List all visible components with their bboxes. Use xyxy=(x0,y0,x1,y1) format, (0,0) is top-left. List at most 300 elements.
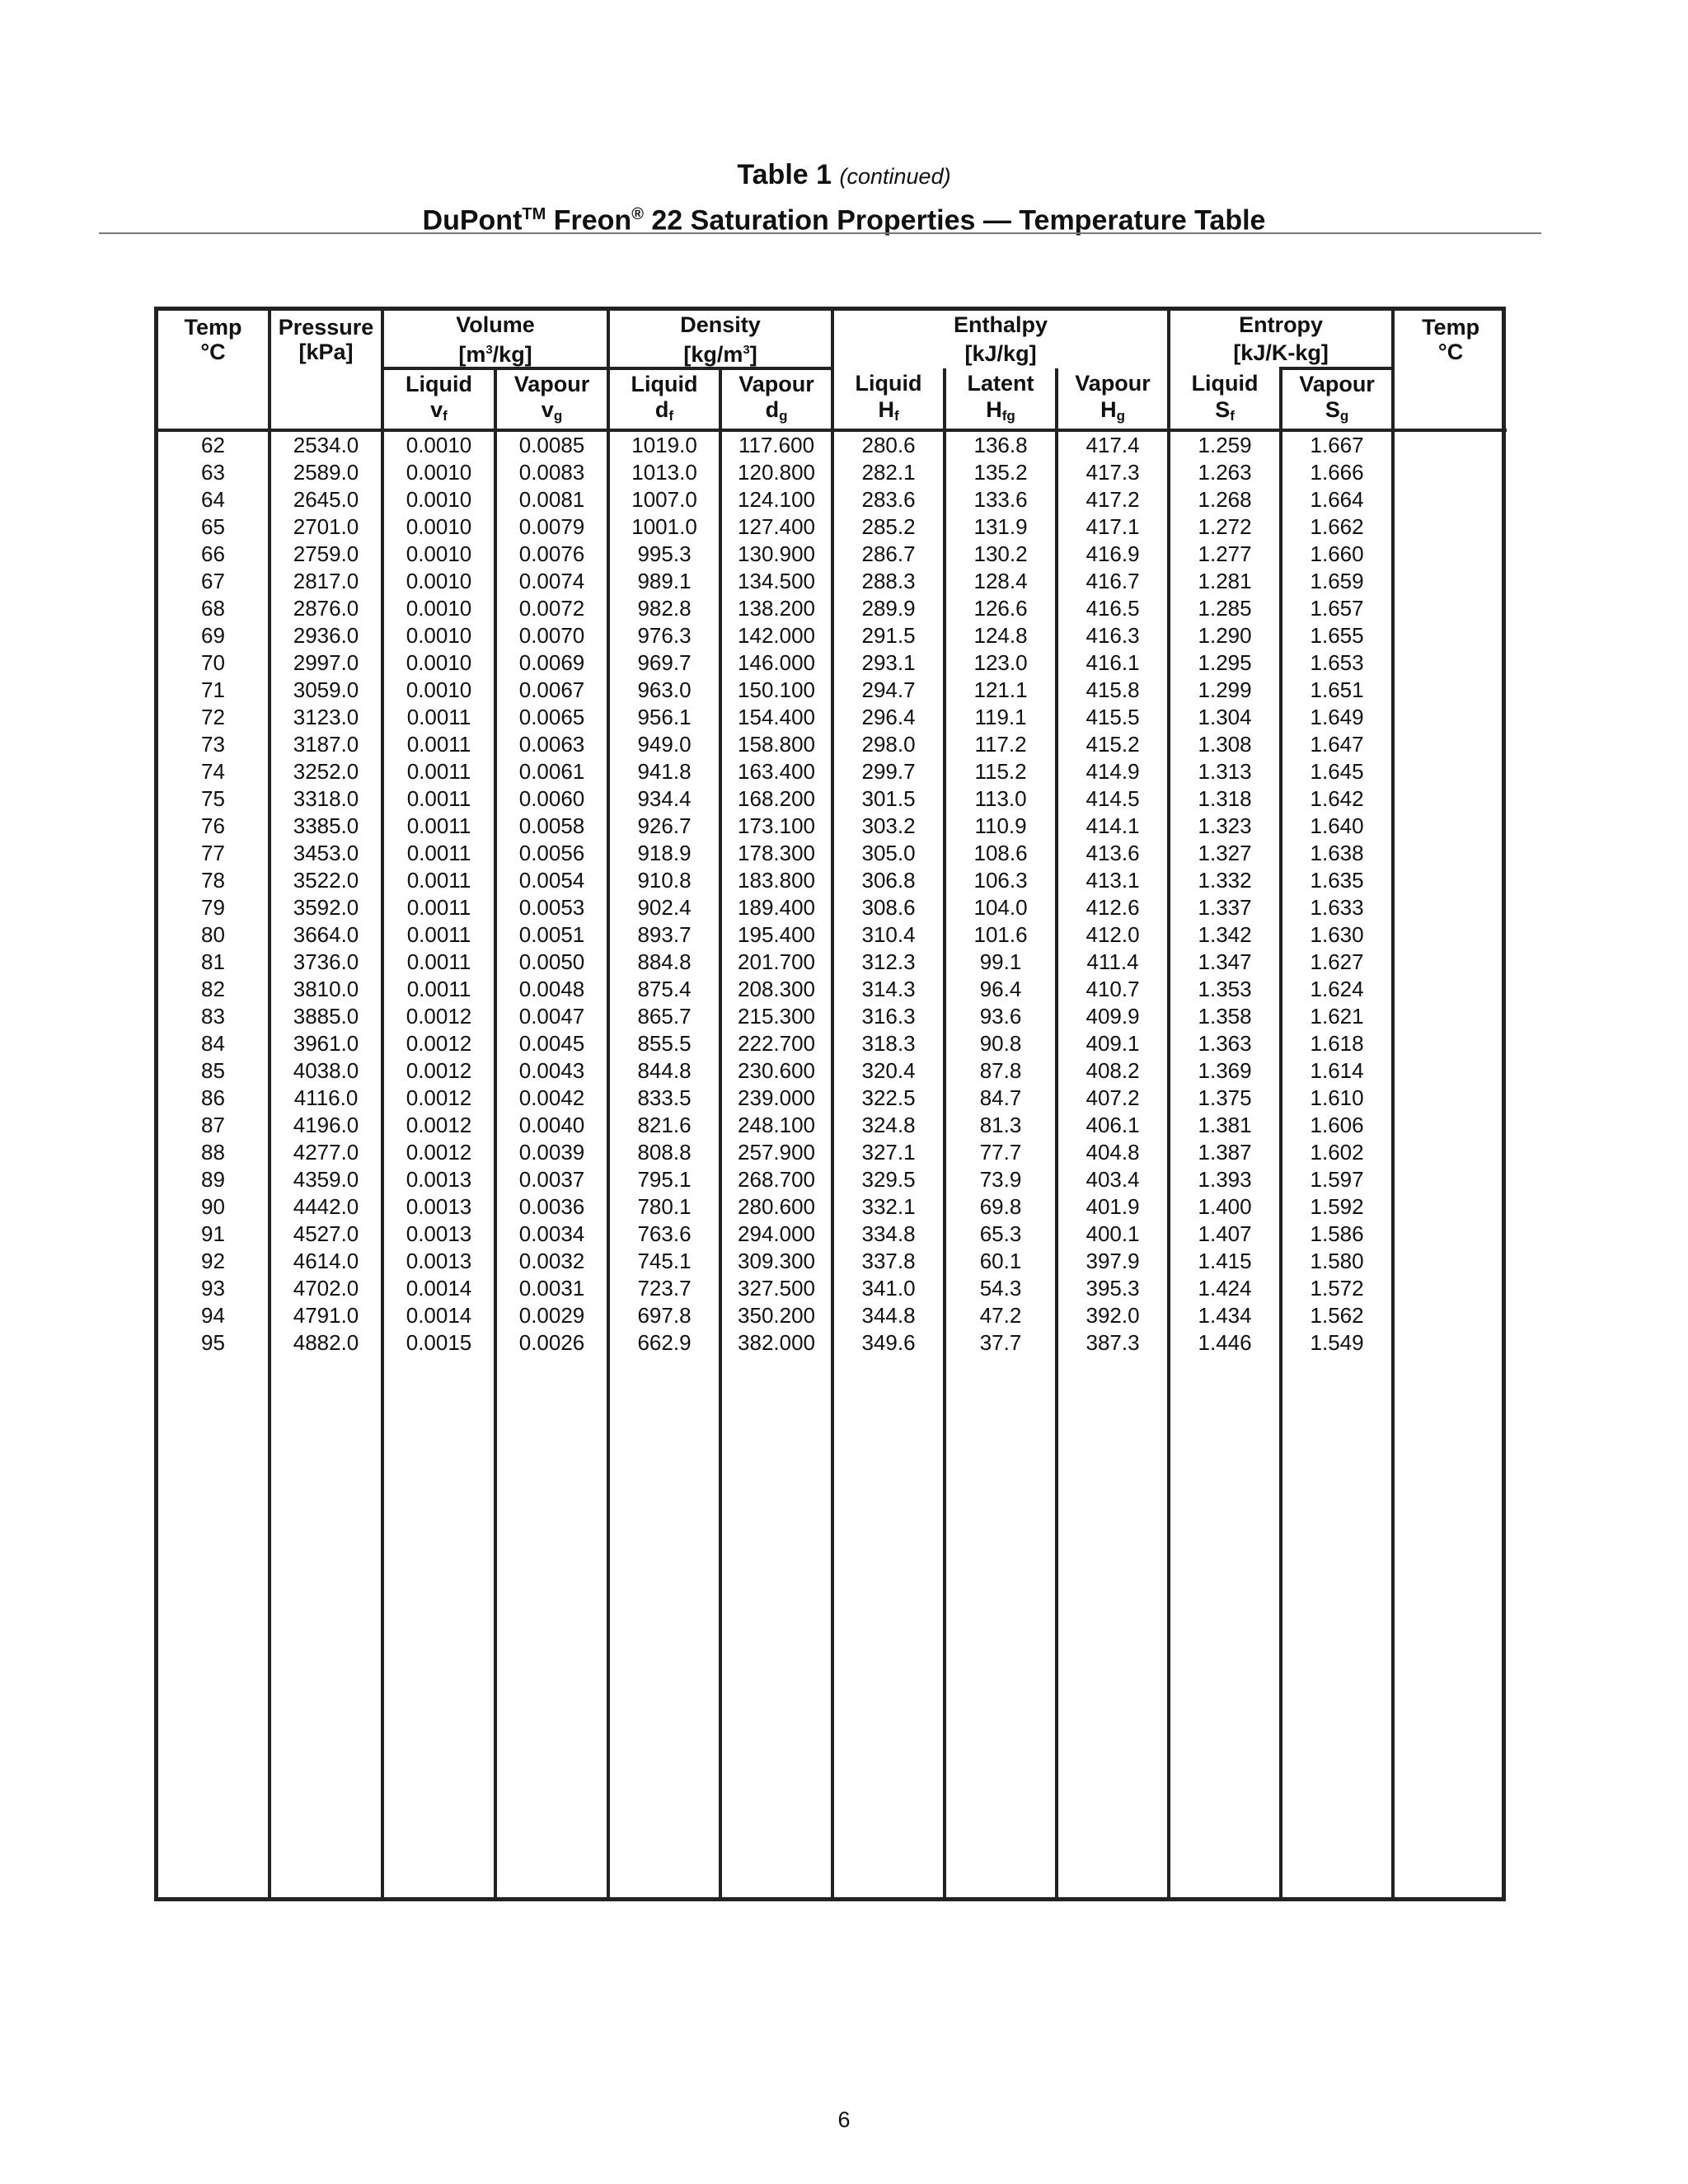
volume-vapour-cell: 0.0037 xyxy=(495,1166,608,1193)
temp-right-cell xyxy=(1393,813,1507,840)
entropy-liquid-header: Liquid xyxy=(1169,368,1281,397)
entropy-liquid-cell: 1.369 xyxy=(1169,1057,1281,1085)
density-vapour-cell: 168.200 xyxy=(720,785,832,813)
density-vapour-cell: 130.900 xyxy=(720,541,832,568)
entropy-liquid-cell: 1.347 xyxy=(1169,949,1281,976)
pressure-header: Pressure [kPa] xyxy=(270,311,382,368)
temp-cell: 68 xyxy=(201,596,225,621)
volume-vapour-cell: 0.0039 xyxy=(495,1139,608,1166)
enthalpy-liquid-cell: 332.1 xyxy=(832,1193,945,1221)
volume-vapour-cell: 0.0083 xyxy=(495,459,608,486)
enthalpy-liquid-cell: 308.6 xyxy=(832,894,945,921)
enthalpy-latent-cell: 84.7 xyxy=(945,1085,1057,1112)
enthalpy-vapour-cell: 412.6 xyxy=(1057,894,1169,921)
entropy-liquid-cell: 1.304 xyxy=(1169,704,1281,731)
temp-right-cell xyxy=(1393,894,1507,921)
pressure-cell: 4527.0 xyxy=(270,1221,382,1248)
enthalpy-liquid-header: Liquid xyxy=(832,368,945,397)
entropy-vapour-cell: 1.649 xyxy=(1281,704,1393,731)
density-vapour-cell: 146.000 xyxy=(720,649,832,677)
density-liquid-cell: 969.7 xyxy=(608,649,720,677)
density-liquid-cell: 1007.0 xyxy=(608,486,720,513)
entropy-liquid-cell: 1.342 xyxy=(1169,921,1281,949)
temp-right-cell xyxy=(1393,704,1507,731)
enthalpy-vapour-cell: 403.4 xyxy=(1057,1166,1169,1193)
entropy-liquid-cell: 1.358 xyxy=(1169,1003,1281,1030)
volume-liquid-cell: 0.0012 xyxy=(382,1085,495,1112)
enthalpy-vapour-cell: 408.2 xyxy=(1057,1057,1169,1085)
table-row xyxy=(158,785,1507,813)
pressure-cell: 3123.0 xyxy=(270,704,382,731)
page-number: 6 xyxy=(837,2107,851,2132)
density-liquid-cell: 976.3 xyxy=(608,622,720,649)
saturation-table xyxy=(158,311,1507,1897)
enthalpy-liquid-cell: 280.6 xyxy=(832,430,945,459)
enthalpy-liquid-cell: 288.3 xyxy=(832,568,945,595)
entropy-liquid-cell: 1.318 xyxy=(1169,785,1281,813)
density-vapour-cell: 208.300 xyxy=(720,976,832,1003)
empty-cell xyxy=(495,1357,608,1897)
entropy-liquid-cell: 1.323 xyxy=(1169,813,1281,840)
table-body xyxy=(158,430,1507,1897)
density-liquid-cell: 949.0 xyxy=(608,731,720,758)
temp-right-cell xyxy=(1393,949,1507,976)
table-row xyxy=(158,731,1507,758)
subtitle-text: 22 Saturation Properties — Temperature Table xyxy=(651,204,1266,237)
enthalpy-latent-cell: 73.9 xyxy=(945,1166,1057,1193)
density-liquid-cell: 833.5 xyxy=(608,1085,720,1112)
enthalpy-latent-cell: 110.9 xyxy=(945,813,1057,840)
pressure-cell: 3318.0 xyxy=(270,785,382,813)
entropy-vapour-cell: 1.562 xyxy=(1281,1302,1393,1329)
density-vapour-cell: 230.600 xyxy=(720,1057,832,1085)
pressure-cell: 2876.0 xyxy=(270,595,382,622)
symbol-vg: $v_g$ xyxy=(495,397,608,430)
enthalpy-latent-cell: 131.9 xyxy=(945,513,1057,541)
table-header xyxy=(158,311,1507,430)
density-liquid-cell: 1013.0 xyxy=(608,459,720,486)
enthalpy-liquid-cell: 301.5 xyxy=(832,785,945,813)
enthalpy-latent-cell: 133.6 xyxy=(945,486,1057,513)
temp-cell: 88 xyxy=(201,1140,225,1165)
enthalpy-latent-cell: 126.6 xyxy=(945,595,1057,622)
entropy-vapour-cell: 1.602 xyxy=(1281,1139,1393,1166)
entropy-vapour-cell: 1.606 xyxy=(1281,1112,1393,1139)
temp-cell: 85 xyxy=(201,1058,225,1083)
enthalpy-liquid-cell: 349.6 xyxy=(832,1329,945,1357)
enthalpy-latent-cell: 99.1 xyxy=(945,949,1057,976)
pressure-cell: 3522.0 xyxy=(270,867,382,894)
density-vapour-cell: 138.200 xyxy=(720,595,832,622)
density-liquid-cell: 1019.0 xyxy=(608,430,720,459)
table-row xyxy=(158,568,1507,595)
enthalpy-vapour-cell: 412.0 xyxy=(1057,921,1169,949)
density-liquid-cell: 780.1 xyxy=(608,1193,720,1221)
temp-cell: 93 xyxy=(201,1276,225,1301)
density-vapour-cell: 201.700 xyxy=(720,949,832,976)
enthalpy-latent-cell: 104.0 xyxy=(945,894,1057,921)
pressure-cell: 3385.0 xyxy=(270,813,382,840)
enthalpy-vapour-cell: 414.9 xyxy=(1057,758,1169,785)
entropy-liquid-cell: 1.407 xyxy=(1169,1221,1281,1248)
empty-cell xyxy=(1169,1357,1281,1897)
volume-vapour-cell: 0.0026 xyxy=(495,1329,608,1357)
temp-cell: 77 xyxy=(201,841,225,865)
entropy-liquid-cell: 1.277 xyxy=(1169,541,1281,568)
enthalpy-latent-cell: 101.6 xyxy=(945,921,1057,949)
table-row xyxy=(158,513,1507,541)
volume-liquid-cell: 0.0012 xyxy=(382,1139,495,1166)
temp-header: Temp °C xyxy=(184,315,242,364)
temp-cell: 72 xyxy=(201,705,225,729)
enthalpy-vapour-header: Vapour xyxy=(1057,368,1169,397)
volume-vapour-cell: 0.0034 xyxy=(495,1221,608,1248)
enthalpy-liquid-cell: 296.4 xyxy=(832,704,945,731)
volume-vapour-cell: 0.0031 xyxy=(495,1275,608,1302)
table-row xyxy=(158,1003,1507,1030)
pressure-cell: 2645.0 xyxy=(270,486,382,513)
volume-vapour-cell: 0.0079 xyxy=(495,513,608,541)
entropy-liquid-cell: 1.308 xyxy=(1169,731,1281,758)
pressure-cell: 4442.0 xyxy=(270,1193,382,1221)
temp-cell: 79 xyxy=(201,895,225,920)
entropy-liquid-cell: 1.446 xyxy=(1169,1329,1281,1357)
enthalpy-vapour-cell: 415.5 xyxy=(1057,704,1169,731)
enthalpy-liquid-cell: 324.8 xyxy=(832,1112,945,1139)
enthalpy-vapour-cell: 407.2 xyxy=(1057,1085,1169,1112)
pressure-cell: 4277.0 xyxy=(270,1139,382,1166)
enthalpy-vapour-cell: 410.7 xyxy=(1057,976,1169,1003)
volume-vapour-cell: 0.0085 xyxy=(495,430,608,459)
pressure-cell: 3592.0 xyxy=(270,894,382,921)
density-vapour-cell: 195.400 xyxy=(720,921,832,949)
enthalpy-unit: [kJ/kg] xyxy=(832,338,1169,368)
enthalpy-liquid-cell: 310.4 xyxy=(832,921,945,949)
empty-cell xyxy=(608,1357,720,1897)
temp-right-cell xyxy=(1393,1329,1507,1357)
pressure-cell: 4702.0 xyxy=(270,1275,382,1302)
temp-cell: 83 xyxy=(201,1004,225,1029)
temp-right-symbol-blank xyxy=(1393,397,1507,430)
table-row xyxy=(158,1275,1507,1302)
enthalpy-latent-cell: 115.2 xyxy=(945,758,1057,785)
entropy-liquid-cell: 1.259 xyxy=(1169,430,1281,459)
volume-vapour-cell: 0.0036 xyxy=(495,1193,608,1221)
table-row xyxy=(158,758,1507,785)
density-vapour-cell: 215.300 xyxy=(720,1003,832,1030)
temp-cell: 94 xyxy=(201,1303,225,1328)
volume-vapour-cell: 0.0067 xyxy=(495,677,608,704)
enthalpy-vapour-cell: 416.9 xyxy=(1057,541,1169,568)
enthalpy-latent-cell: 117.2 xyxy=(945,731,1057,758)
volume-liquid-cell: 0.0011 xyxy=(382,813,495,840)
density-vapour-cell: 268.700 xyxy=(720,1166,832,1193)
temp-cell: 87 xyxy=(201,1113,225,1137)
table-row xyxy=(158,1057,1507,1085)
entropy-vapour-cell: 1.662 xyxy=(1281,513,1393,541)
density-vapour-cell: 163.400 xyxy=(720,758,832,785)
table-row xyxy=(158,867,1507,894)
pressure-cell: 2759.0 xyxy=(270,541,382,568)
enthalpy-liquid-cell: 314.3 xyxy=(832,976,945,1003)
enthalpy-latent-cell: 123.0 xyxy=(945,649,1057,677)
entropy-vapour-cell: 1.667 xyxy=(1281,430,1393,459)
temp-symbol-blank xyxy=(158,397,270,430)
density-liquid-cell: 821.6 xyxy=(608,1112,720,1139)
volume-liquid-cell: 0.0010 xyxy=(382,622,495,649)
density-liquid-cell: 982.8 xyxy=(608,595,720,622)
table-title xyxy=(0,157,1688,240)
density-header: Density xyxy=(608,311,832,338)
brand-name: DuPont xyxy=(422,204,523,237)
entropy-liquid-cell: 1.332 xyxy=(1169,867,1281,894)
temp-right-cell xyxy=(1393,1139,1507,1166)
symbol-sg: $S_g$ xyxy=(1281,397,1393,430)
temp-right-cell xyxy=(1393,731,1507,758)
temp-right-cell xyxy=(1393,785,1507,813)
density-liquid-cell: 926.7 xyxy=(608,813,720,840)
entropy-vapour-header: Vapour xyxy=(1281,368,1393,397)
table-row xyxy=(158,1085,1507,1112)
enthalpy-latent-cell: 65.3 xyxy=(945,1221,1057,1248)
density-liquid-cell: 763.6 xyxy=(608,1221,720,1248)
temp-right-cell xyxy=(1393,1248,1507,1275)
density-vapour-cell: 117.600 xyxy=(720,430,832,459)
symbol-dg: $d_g$ xyxy=(720,397,832,430)
entropy-liquid-cell: 1.295 xyxy=(1169,649,1281,677)
enthalpy-vapour-cell: 416.1 xyxy=(1057,649,1169,677)
enthalpy-latent-cell: 96.4 xyxy=(945,976,1057,1003)
enthalpy-latent-cell: 135.2 xyxy=(945,459,1057,486)
density-liquid-cell: 918.9 xyxy=(608,840,720,867)
entropy-vapour-cell: 1.659 xyxy=(1281,568,1393,595)
enthalpy-vapour-cell: 392.0 xyxy=(1057,1302,1169,1329)
continued-note: (continued) xyxy=(839,164,951,189)
empty-cell xyxy=(382,1357,495,1897)
density-vapour-cell: 124.100 xyxy=(720,486,832,513)
volume-vapour-header: Vapour xyxy=(495,368,608,397)
table-row xyxy=(158,1221,1507,1248)
volume-liquid-cell: 0.0011 xyxy=(382,867,495,894)
entropy-vapour-cell: 1.655 xyxy=(1281,622,1393,649)
volume-liquid-cell: 0.0010 xyxy=(382,430,495,459)
volume-liquid-cell: 0.0011 xyxy=(382,731,495,758)
enthalpy-latent-cell: 106.3 xyxy=(945,867,1057,894)
entropy-liquid-cell: 1.353 xyxy=(1169,976,1281,1003)
enthalpy-vapour-cell: 397.9 xyxy=(1057,1248,1169,1275)
volume-liquid-cell: 0.0010 xyxy=(382,486,495,513)
density-vapour-cell: 248.100 xyxy=(720,1112,832,1139)
pressure-cell: 4196.0 xyxy=(270,1112,382,1139)
entropy-vapour-cell: 1.621 xyxy=(1281,1003,1393,1030)
enthalpy-vapour-cell: 417.3 xyxy=(1057,459,1169,486)
density-liquid-cell: 662.9 xyxy=(608,1329,720,1357)
density-liquid-cell: 884.8 xyxy=(608,949,720,976)
table-row xyxy=(158,459,1507,486)
entropy-liquid-cell: 1.387 xyxy=(1169,1139,1281,1166)
enthalpy-liquid-cell: 316.3 xyxy=(832,1003,945,1030)
volume-vapour-cell: 0.0029 xyxy=(495,1302,608,1329)
volume-vapour-cell: 0.0042 xyxy=(495,1085,608,1112)
table-row xyxy=(158,622,1507,649)
enthalpy-vapour-cell: 406.1 xyxy=(1057,1112,1169,1139)
temp-right-cell xyxy=(1393,513,1507,541)
entropy-liquid-cell: 1.424 xyxy=(1169,1275,1281,1302)
density-vapour-cell: 280.600 xyxy=(720,1193,832,1221)
density-liquid-cell: 910.8 xyxy=(608,867,720,894)
temp-right-cell xyxy=(1393,1275,1507,1302)
temp-right-cell xyxy=(1393,622,1507,649)
volume-vapour-cell: 0.0069 xyxy=(495,649,608,677)
volume-vapour-cell: 0.0081 xyxy=(495,486,608,513)
volume-liquid-header: Liquid xyxy=(382,368,495,397)
temp-cell: 73 xyxy=(201,732,225,757)
volume-liquid-cell: 0.0011 xyxy=(382,704,495,731)
saturation-table-frame xyxy=(154,307,1506,1901)
enthalpy-vapour-cell: 417.2 xyxy=(1057,486,1169,513)
temp-cell: 74 xyxy=(201,759,225,784)
entropy-vapour-cell: 1.614 xyxy=(1281,1057,1393,1085)
enthalpy-liquid-cell: 306.8 xyxy=(832,867,945,894)
volume-vapour-cell: 0.0050 xyxy=(495,949,608,976)
enthalpy-liquid-cell: 298.0 xyxy=(832,731,945,758)
entropy-liquid-cell: 1.299 xyxy=(1169,677,1281,704)
pressure-cell: 3187.0 xyxy=(270,731,382,758)
entropy-vapour-cell: 1.645 xyxy=(1281,758,1393,785)
table-row xyxy=(158,1248,1507,1275)
temp-cell: 91 xyxy=(201,1221,225,1246)
empty-filler-row xyxy=(158,1357,1507,1897)
density-vapour-cell: 134.500 xyxy=(720,568,832,595)
density-vapour-cell: 239.000 xyxy=(720,1085,832,1112)
density-vapour-cell: 142.000 xyxy=(720,622,832,649)
temp-cell: 76 xyxy=(201,813,225,838)
table-row xyxy=(158,595,1507,622)
enthalpy-vapour-cell: 417.1 xyxy=(1057,513,1169,541)
entropy-liquid-cell: 1.375 xyxy=(1169,1085,1281,1112)
temp-right-cell xyxy=(1393,486,1507,513)
enthalpy-latent-cell: 77.7 xyxy=(945,1139,1057,1166)
enthalpy-latent-cell: 81.3 xyxy=(945,1112,1057,1139)
volume-vapour-cell: 0.0065 xyxy=(495,704,608,731)
enthalpy-vapour-cell: 401.9 xyxy=(1057,1193,1169,1221)
enthalpy-latent-cell: 121.1 xyxy=(945,677,1057,704)
enthalpy-vapour-cell: 411.4 xyxy=(1057,949,1169,976)
density-liquid-cell: 956.1 xyxy=(608,704,720,731)
volume-liquid-cell: 0.0010 xyxy=(382,677,495,704)
temp-right-cell xyxy=(1393,921,1507,949)
entropy-vapour-cell: 1.635 xyxy=(1281,867,1393,894)
table-row xyxy=(158,1030,1507,1057)
entropy-vapour-cell: 1.638 xyxy=(1281,840,1393,867)
pressure-cell: 3252.0 xyxy=(270,758,382,785)
volume-vapour-cell: 0.0045 xyxy=(495,1030,608,1057)
temp-right-cell xyxy=(1393,541,1507,568)
enthalpy-latent-cell: 136.8 xyxy=(945,430,1057,459)
density-liquid-cell: 844.8 xyxy=(608,1057,720,1085)
volume-liquid-cell: 0.0011 xyxy=(382,894,495,921)
density-vapour-cell: 158.800 xyxy=(720,731,832,758)
density-vapour-cell: 350.200 xyxy=(720,1302,832,1329)
pressure-cell: 4614.0 xyxy=(270,1248,382,1275)
temp-right-cell xyxy=(1393,976,1507,1003)
entropy-liquid-cell: 1.415 xyxy=(1169,1248,1281,1275)
pressure-cell: 3059.0 xyxy=(270,677,382,704)
density-liquid-header: Liquid xyxy=(608,368,720,397)
symbol-hfg: $H_{fg}$ xyxy=(945,397,1057,430)
entropy-liquid-cell: 1.272 xyxy=(1169,513,1281,541)
density-vapour-cell: 154.400 xyxy=(720,704,832,731)
entropy-liquid-cell: 1.285 xyxy=(1169,595,1281,622)
volume-liquid-cell: 0.0015 xyxy=(382,1329,495,1357)
pressure-cell: 2936.0 xyxy=(270,622,382,649)
temp-right-cell xyxy=(1393,430,1507,459)
enthalpy-latent-cell: 124.8 xyxy=(945,622,1057,649)
temp-cell: 81 xyxy=(201,949,225,974)
pressure-cell: 4791.0 xyxy=(270,1302,382,1329)
enthalpy-liquid-cell: 293.1 xyxy=(832,649,945,677)
temp-cell: 62 xyxy=(201,433,225,457)
enthalpy-latent-cell: 93.6 xyxy=(945,1003,1057,1030)
entropy-liquid-cell: 1.363 xyxy=(1169,1030,1281,1057)
volume-liquid-cell: 0.0012 xyxy=(382,1112,495,1139)
enthalpy-vapour-cell: 415.8 xyxy=(1057,677,1169,704)
empty-cell xyxy=(720,1357,832,1897)
temp-cell: 89 xyxy=(201,1167,225,1192)
volume-header: Volume xyxy=(382,311,608,338)
density-vapour-cell: 222.700 xyxy=(720,1030,832,1057)
enthalpy-latent-cell: 60.1 xyxy=(945,1248,1057,1275)
temp-right-cell xyxy=(1393,568,1507,595)
registered-mark: ® xyxy=(631,205,644,223)
entropy-vapour-cell: 1.572 xyxy=(1281,1275,1393,1302)
enthalpy-liquid-cell: 337.8 xyxy=(832,1248,945,1275)
density-vapour-cell: 327.500 xyxy=(720,1275,832,1302)
volume-vapour-cell: 0.0072 xyxy=(495,595,608,622)
empty-cell xyxy=(1057,1357,1169,1897)
temp-cell: 84 xyxy=(201,1031,225,1056)
enthalpy-liquid-cell: 289.9 xyxy=(832,595,945,622)
symbol-vf: $v_f$ xyxy=(382,397,495,430)
table-row xyxy=(158,1166,1507,1193)
empty-cell xyxy=(832,1357,945,1897)
enthalpy-liquid-cell: 282.1 xyxy=(832,459,945,486)
temp-cell: 95 xyxy=(201,1330,225,1355)
temp-cell: 78 xyxy=(201,868,225,893)
temp-right-cell xyxy=(1393,1193,1507,1221)
enthalpy-vapour-cell: 414.1 xyxy=(1057,813,1169,840)
entropy-liquid-cell: 1.434 xyxy=(1169,1302,1281,1329)
enthalpy-header: Enthalpy xyxy=(832,311,1169,338)
density-vapour-cell: 189.400 xyxy=(720,894,832,921)
density-vapour-cell: 257.900 xyxy=(720,1139,832,1166)
temp-right-cell xyxy=(1393,459,1507,486)
density-vapour-cell: 309.300 xyxy=(720,1248,832,1275)
symbol-sf: $S_f$ xyxy=(1169,397,1281,430)
volume-liquid-cell: 0.0013 xyxy=(382,1221,495,1248)
table-row xyxy=(158,541,1507,568)
entropy-vapour-cell: 1.651 xyxy=(1281,677,1393,704)
temp-right-cell xyxy=(1393,1085,1507,1112)
table-row xyxy=(158,813,1507,840)
enthalpy-vapour-cell: 416.7 xyxy=(1057,568,1169,595)
enthalpy-latent-cell: 128.4 xyxy=(945,568,1057,595)
entropy-vapour-cell: 1.664 xyxy=(1281,486,1393,513)
volume-liquid-cell: 0.0011 xyxy=(382,785,495,813)
density-liquid-cell: 855.5 xyxy=(608,1030,720,1057)
enthalpy-latent-cell: 47.2 xyxy=(945,1302,1057,1329)
entropy-vapour-cell: 1.549 xyxy=(1281,1329,1393,1357)
